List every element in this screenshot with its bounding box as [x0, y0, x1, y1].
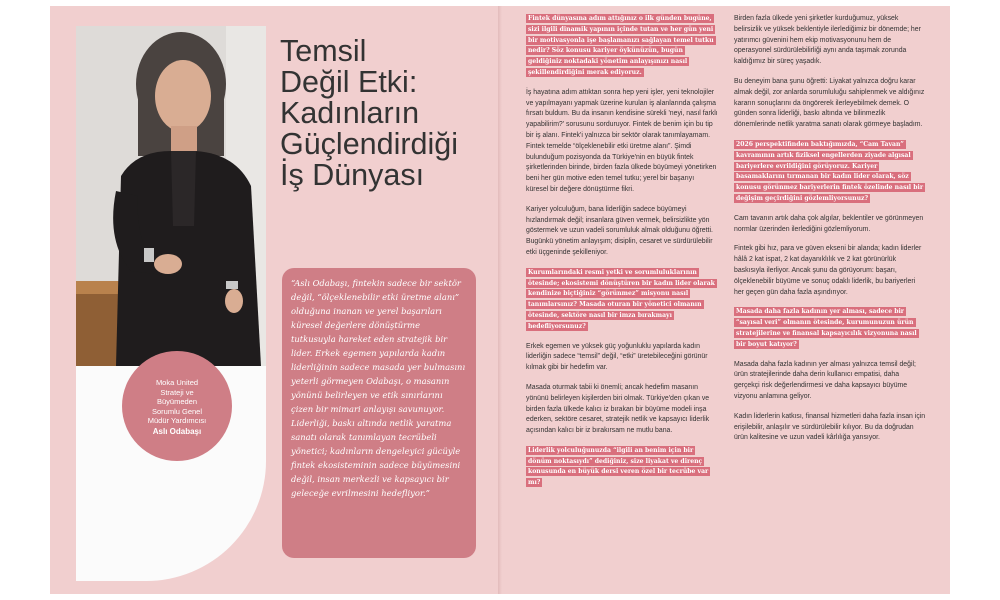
question-4: 2026 perspektifinden baktığımızda, “Cam Tavan” kavramının artık fiziksel engellerden ziyade algısal bariyerlere evrildiğini görüyoruz. Kariyer basamaklarını tırmanan bir kadın lider olarak, söz konusu görünmez bariyerlerin fintek özelinde nasıl bir değişim geçirdiğini gözlemliyorsunuz?	[736, 140, 924, 202]
question-2: Kurumlarındaki resmi yetki ve sorumluluklarının ötesinde; ekosistemi dönüştüren bir kadın lider olarak kendinize biçtiğiniz “görünmez” misyonu nasıl tanımlarsınız? Masada oturan bir yönetici olmanın ötesinde, sektöre nasıl bir imza bırakmayı hedefliyorsunuz?	[528, 268, 715, 330]
speaker-caption	[122, 351, 232, 461]
caption-role-line-5: Müdür Yardımcısı	[147, 416, 207, 425]
answer-paragraph: Birden fazla ülkede yeni şirketler kurduğumuz, yüksek belirsizlik ve yüksek beklentiyle ilerlediğimiz bir dönemde; her yatırımcı güvenini hem ekip motivasyonunu hem de operasyonel sürdürülebilirliği aynı anda taşımak zorunda kaldığımız bir süreç yaşadık.	[734, 15, 921, 66]
answer-paragraph: Kariyer yolculuğum, bana liderliğin sadece büyümeyi hızlandırmak değil; insanlara güven vermek, belirsizlikte yön göstermek ve uzun vadeli sorumluluk almak olduğunu öğretti. Bugünkü yönetim anlayışım; disiplin, cesaret ve sürdürülebilir etki üçgeninde şekilleniyor.	[526, 205, 713, 256]
question-1: Fintek dünyasına adım attığınız o ilk günden bugüne, sizi ilgili dinamik yapının içinde tutan ve her gün yeni bir motivasyonla işe başlamanızı sağlayan temel tutku nedir? Söz konusu kariyer öykünüzün, bugün geldiğiniz noktadaki yönetim anlayışınızı nasıl şekillendirdiğini merak ediyoruz.	[528, 15, 714, 76]
text-column-1	[526, 14, 718, 498]
portrait-photo	[76, 26, 266, 366]
title-line-1: Temsil	[280, 34, 367, 68]
answer-paragraph: Bu deneyim bana şunu öğretti: Liyakat yalnızca doğru karar almak değil, zor anlarda sorumluluğu sahiplenmek ve aldığınız kararın sonuçlarını da öngörerek ilerleyebilmek demek. O günden sonra liderliği, baskı altında ve bilinmezlik dönemlerinde netlik yaratma sanatı olarak görmeye başladım.	[734, 77, 925, 129]
answer-paragraph: İş hayatına adım attıktan sonra hep yeni işler, yeni teknolojiler ve yapılmayanı yapmak üzerine kurulan iş alanlarında çalışma fırsatı buldum. Bu da insanın kendisine sürekli 'neyi, nasıl farklı yapabilirim?' sorusunu sorduruyor. Fintek de benim için bu tip bir iş alanı. Fintek'i yalnızca bir sektör olarak tanımlayamam. Fintek temelde “ölçeklenebilir etki üretme alanı”. Şimdi bulunduğum pozisyonda da Türkiye'nin en büyük fintek şirketlerinden birinde, birden fazla ülkede büyümeyi yönetirken beni her gün motive eden temel tutku; yerel bir başarıyı küresel bir değere dönüştürme fikri.	[526, 88, 718, 193]
text-column-2	[734, 14, 926, 453]
caption-role-line-2: Strateji ve	[160, 387, 194, 397]
answer-paragraph: Masada daha fazla kadının yer alması yalnızca temsil değil; ürün stratejilerinde daha derin kullanıcı empatisi, daha gerçekçi risk değerlendirmesi ve daha kapsayıcı büyüme vizyonu anlamına geliyor.	[734, 360, 916, 400]
answer-paragraph: Erkek egemen ve yüksek güç yoğunluklu yapılarda kadın liderliğin sadece “temsil” değil, “etki” üretebileceğini görünür kılmak gibi bir hedefim var.	[526, 342, 708, 372]
caption-role-line-3: Büyümeden	[156, 397, 198, 406]
caption-role-line-4: Sorumlu Genel	[151, 406, 203, 416]
right-page	[500, 6, 950, 594]
caption-name: Aslı Odabaşı	[152, 426, 202, 436]
title-line-5: İş Dünyası	[280, 158, 425, 192]
answer-paragraph: Cam tavanın artık daha çok algılar, beklentiler ve görünmeyen normlar üzerinden ilerlediğini gözlemliyorum.	[734, 214, 924, 233]
pull-quote: “Aslı Odabaşı, fintekin sadece bir sektör değil, “ölçeklenebilir etki üretme alanı” olduğuna inanan ve yerel başarıları küresel değerlere dönüştürme tutkusuyla hareket eden stratejik bir lider. Erkek egemen yapılarda kadın liderliğinin sadece masada yer bulmasını yeterli görmeyen Odabaşı, o masanın yönünü belirleyen ve etik sınırlarını çizen bir mimari anlayışı savunuyor. Liderliği, baskı altında netlik yaratma sanatı olarak tanımlayan tecrübeli yönetici; kadınların dengeleyici gücüyle fintek ekosisteminin sadece büyümesini değil, insan merkezli ve kapsayıcı bir geleceğe evrilmesini hedefliyor.”	[282, 268, 476, 558]
title-line-2: Değil Etki:	[280, 65, 418, 99]
answer-paragraph: Kadın liderlerin katkısı, finansal hizmetleri daha fazla insan için erişilebilir, anlaşılır ve sürdürülebilir kılıyor. Bu da doğrudan ürün kalitesine ve uzun vadeli kârlılığa yansıyor.	[734, 412, 926, 442]
article-title	[280, 36, 490, 191]
caption-company: Moka United	[155, 378, 199, 387]
answer-paragraph: Fintek gibi hız, para ve güven ekseni bir alanda; kadın liderler hâlâ 2 kat ispat, 2 kat dayanıklılık ve 2 kat görünürlük baskısıyla ilerliyor. Ancak şunu da görüyorum: başarı, ölçeklenebilir büyüme ve sonuç odaklı liderlik, bu bariyerleri her geçen gün daha fazla aşındırıyor.	[734, 245, 922, 296]
answer-paragraph: Masada oturmak tabii ki önemli; ancak hedefim masanın yönünü belirleyen kişilerden biri olmak. Türkiye'den çıkan ve birden fazla ülkede kalıcı iz bırakan bir büyüme modeli inşa ederken, sektöre cesaret, stratejik netlik ve kapsayıcı liderlik açısından kalıcı bir iz bırakırsam ne mutlu bana.	[526, 383, 710, 435]
title-line-4: Güçlendirdiği	[280, 127, 459, 161]
magazine-spread	[50, 6, 950, 594]
title-line-3: Kadınların	[280, 96, 420, 130]
left-page	[50, 6, 490, 594]
question-5: Masada daha fazla kadının yer alması, sadece bir “sayısal veri” olmanın ötesinde, kurumunuzun ürün stratejilerine ve finansal kapsayıcılık vizyonuna nasıl bir boyut katıyor?	[736, 308, 917, 348]
question-3: Liderlik yolculuğunuzda “ilgili an benim için bir dönüm noktasıydı” dediğiniz, size liyakat ve direnç konusunda en büyük dersi veren özel bir tecrübe var mı?	[528, 446, 709, 487]
